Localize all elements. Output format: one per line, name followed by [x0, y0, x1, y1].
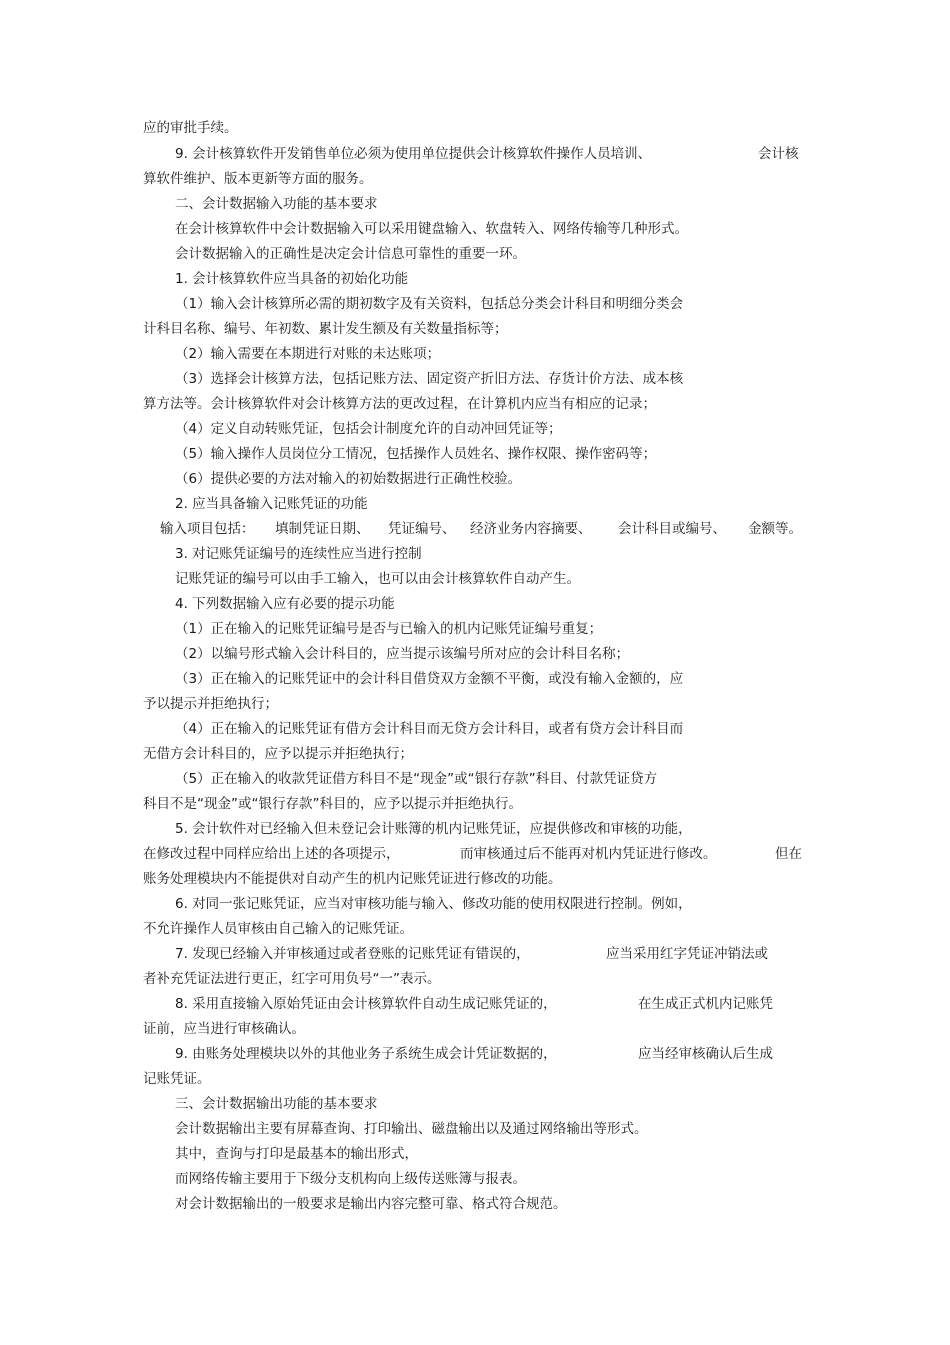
text-line: 会计核: [758, 146, 799, 162]
text-line: 其中，查询与打印是最基本的输出形式，: [175, 1146, 418, 1162]
text-line: 5. 会计软件对已经输入但未登记会计账簿的机内记账凭证，应提供修改和审核的功能，: [175, 821, 692, 837]
text-line: 对会计数据输出的一般要求是输出内容完整可靠、格式符合规范。: [175, 1196, 567, 1212]
text-line: 7. 发现已经输入并审核通过或者登账的记账凭证有错误的，: [175, 946, 530, 962]
text-line: 记账凭证。: [143, 1071, 211, 1087]
text-line: 会计数据输出主要有屏幕查询、打印输出、磁盘输出以及通过网络输出等形式。: [175, 1121, 648, 1137]
text-line: 而审核通过后不能再对机内凭证进行修改。: [460, 846, 717, 862]
text-line: 计科目名称、编号、年初数、累计发生额及有关数量指标等；: [143, 321, 508, 337]
text-line: 科目不是“现金”或“银行存款”科目的，应予以提示并拒绝执行。: [143, 796, 522, 812]
text-line: （2）以编号形式输入会计科目的，应当提示该编号所对应的会计科目名称；: [175, 646, 630, 662]
text-line: （1）正在输入的记账凭证编号是否与已输入的机内记账凭证编号重复；: [175, 621, 603, 637]
text-line: （3）选择会计核算方法，包括记账方法、固定资产折旧方法、存货计价方法、成本核: [175, 371, 684, 387]
text-line: 但在: [775, 846, 802, 862]
text-line: 予以提示并拒绝执行；: [143, 696, 278, 712]
text-line: 6. 对同一张记账凭证，应当对审核功能与输入、修改功能的使用权限进行控制。例如，: [175, 896, 692, 912]
subheading: 1. 会计核算软件应当具备的初始化功能: [175, 271, 409, 287]
text-line: 不允许操作人员审核由自己输入的记账凭证。: [143, 921, 413, 937]
text-line: （1）输入会计核算所必需的期初数字及有关资料，包括总分类会计科目和明细分类会: [175, 296, 684, 312]
text-line: 算软件维护、版本更新等方面的服务。: [143, 171, 373, 187]
text-line: 输入项目包括：: [160, 521, 255, 537]
text-line: 应的审批手续。: [143, 120, 238, 136]
text-line: 记账凭证的编号可以由手工输入，也可以由会计核算软件自动产生。: [175, 571, 580, 587]
text-line: （2）输入需要在本期进行对账的未达账项；: [175, 346, 441, 362]
text-line: 算方法等。会计核算软件对会计核算方法的更改过程，在计算机内应当有相应的记录；: [143, 396, 656, 412]
text-line: 账务处理模块内不能提供对自动产生的机内记账凭证进行修改的功能。: [143, 871, 562, 887]
section-heading: 三、会计数据输出功能的基本要求: [175, 1096, 378, 1112]
text-line: 填制凭证日期、: [275, 521, 370, 537]
text-line: 而网络传输主要用于下级分支机构向上级传送账簿与报表。: [175, 1171, 526, 1187]
text-line: 凭证编号、: [388, 521, 456, 537]
text-line: （6）提供必要的方法对输入的初始数据进行正确性校验。: [175, 471, 522, 487]
text-line: 在会计核算软件中会计数据输入可以采用键盘输入、软盘转入、网络传输等几种形式。: [175, 221, 688, 237]
subheading: 3. 对记账凭证编号的连续性应当进行控制: [175, 546, 422, 562]
text-line: 9. 由账务处理模块以外的其他业务子系统生成会计凭证数据的，: [175, 1046, 557, 1062]
text-line: （5）输入操作人员岗位分工情况，包括操作人员姓名、操作权限、操作密码等；: [175, 446, 657, 462]
text-line: 者补充凭证法进行更正，红字可用负号“一”表示。: [143, 971, 441, 987]
text-line: 会计科目或编号、: [618, 521, 726, 537]
text-line: 在生成正式机内记账凭: [638, 996, 773, 1012]
text-line: 证前，应当进行审核确认。: [143, 1021, 305, 1037]
subheading: 4. 下列数据输入应有必要的提示功能: [175, 596, 395, 612]
text-line: （3）正在输入的记账凭证中的会计科目借贷双方金额不平衡，或没有输入金额的，应: [175, 671, 684, 687]
text-line: 应当采用红字凭证冲销法或: [606, 946, 768, 962]
text-line: 8. 采用直接输入原始凭证由会计核算软件自动生成记账凭证的，: [175, 996, 557, 1012]
text-line: （5）正在输入的收款凭证借方科目不是“现金”或“银行存款”科目、付款凭证贷方: [175, 771, 658, 787]
text-line: 9. 会计核算软件开发销售单位必须为使用单位提供会计核算软件操作人员培训、: [175, 146, 652, 162]
text-line: 会计数据输入的正确性是决定会计信息可靠性的重要一环。: [175, 246, 526, 262]
subheading: 2. 应当具备输入记账凭证的功能: [175, 496, 368, 512]
text-line: 经济业务内容摘要、: [470, 521, 592, 537]
text-line: （4）正在输入的记账凭证有借方会计科目而无贷方会计科目，或者有贷方会计科目而: [175, 721, 684, 737]
text-line: 无借方会计科目的，应予以提示并拒绝执行；: [143, 746, 413, 762]
text-line: 金额等。: [748, 521, 802, 537]
text-line: （4）定义自动转账凭证，包括会计制度允许的自动冲回凭证等；: [175, 421, 562, 437]
section-heading: 二、会计数据输入功能的基本要求: [175, 196, 378, 212]
text-line: 在修改过程中同样应给出上述的各项提示，: [143, 846, 400, 862]
text-line: 应当经审核确认后生成: [638, 1046, 773, 1062]
